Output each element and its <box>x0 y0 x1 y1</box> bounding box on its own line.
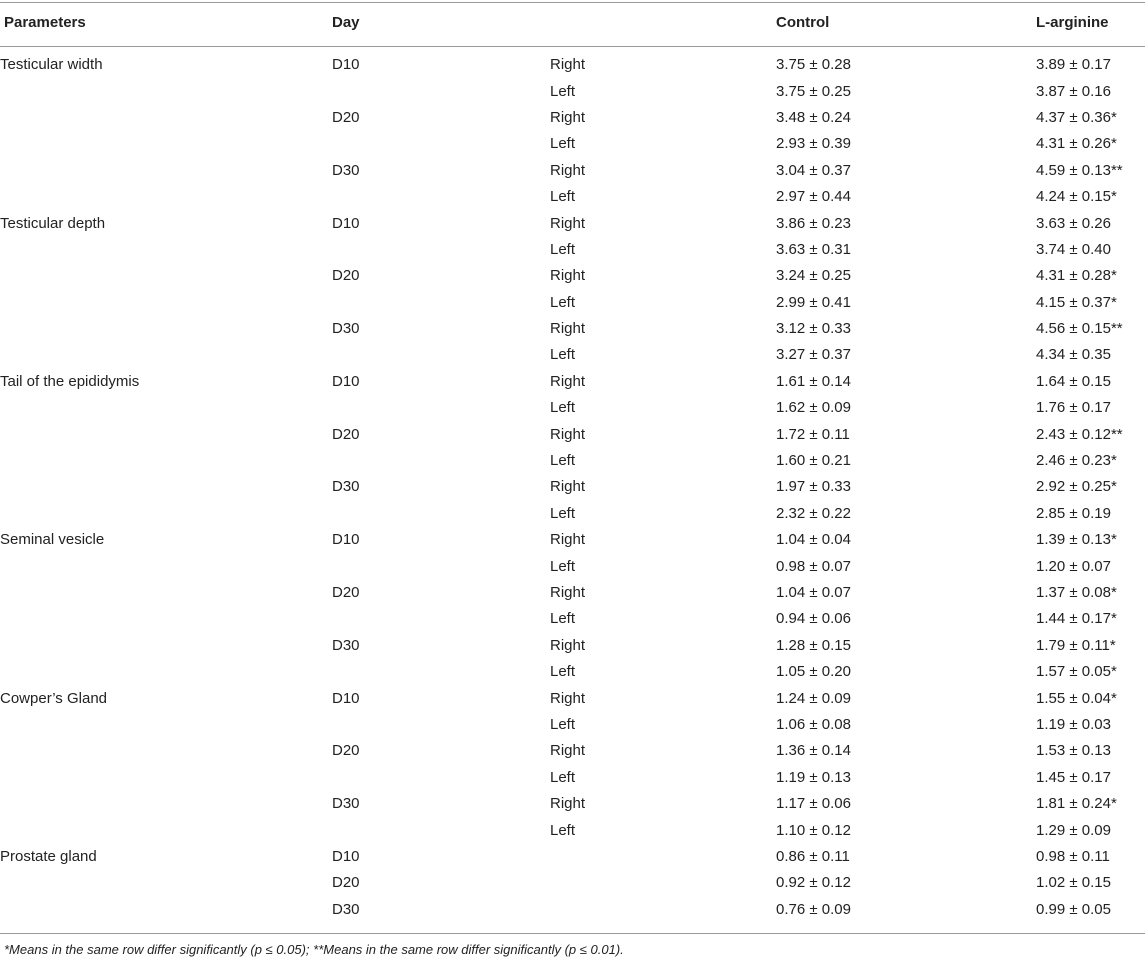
cell-l-arginine: 2.43 ± 0.12** <box>1036 425 1123 443</box>
table-row <box>0 580 1145 606</box>
cell-side: Left <box>550 452 576 470</box>
data-table <box>0 52 1145 923</box>
cell-control: 3.63 ± 0.31 <box>776 240 851 258</box>
cell-l-arginine: 1.39 ± 0.13* <box>1036 531 1117 549</box>
cell-control: 1.62 ± 0.09 <box>776 399 851 417</box>
table-row <box>0 501 1145 527</box>
cell-parameter <box>0 606 332 632</box>
table-row <box>0 685 1145 711</box>
table-row <box>0 105 1145 131</box>
cell-parameter <box>0 237 332 263</box>
cell-control: 1.04 ± 0.07 <box>776 584 851 601</box>
cell-side: Left <box>550 240 576 258</box>
cell-side: Right <box>550 425 586 443</box>
cell-side: Right <box>550 161 586 179</box>
cell-control: 0.86 ± 0.11 <box>776 847 850 865</box>
table-row <box>0 633 1145 659</box>
cell-l-arginine: 1.44 ± 0.17* <box>1036 610 1117 628</box>
cell-l-arginine: 1.53 ± 0.13 <box>1036 742 1111 760</box>
cell-day: D10 <box>332 56 360 74</box>
cell-l-arginine: 1.81 ± 0.24* <box>1036 795 1117 813</box>
table-row <box>0 527 1145 553</box>
cell-l-arginine: 1.29 ± 0.09 <box>1036 821 1111 839</box>
cell-day <box>332 342 550 368</box>
cell-parameter <box>0 105 332 131</box>
cell-day <box>332 131 550 157</box>
cell-side: Right <box>550 584 586 601</box>
cell-l-arginine: 1.64 ± 0.15 <box>1036 372 1111 390</box>
cell-l-arginine: 4.37 ± 0.36* <box>1036 108 1117 126</box>
cell-side: Left <box>550 82 576 100</box>
table-row <box>0 712 1145 738</box>
table-row <box>0 342 1145 368</box>
cell-l-arginine: 1.20 ± 0.07 <box>1036 557 1111 575</box>
cell-l-arginine: 1.76 ± 0.17 <box>1036 399 1111 417</box>
cell-control: 1.61 ± 0.14 <box>776 372 851 390</box>
table-row <box>0 817 1145 843</box>
cell-l-arginine: 3.87 ± 0.16 <box>1036 82 1111 100</box>
cell-side: Right <box>550 267 586 285</box>
cell-day <box>332 501 550 527</box>
cell-day <box>332 817 550 843</box>
cell-parameter <box>0 580 332 606</box>
cell-parameter <box>0 263 332 289</box>
cell-day <box>332 659 550 685</box>
cell-control: 1.97 ± 0.33 <box>776 478 851 496</box>
cell-side: Left <box>550 504 576 522</box>
cell-side: Right <box>550 742 586 760</box>
table-row <box>0 210 1145 236</box>
cell-side: Right <box>550 214 586 232</box>
cell-l-arginine: 1.19 ± 0.03 <box>1036 715 1111 733</box>
cell-day: D30 <box>332 636 360 654</box>
cell-l-arginine: 0.98 ± 0.11 <box>1036 847 1110 865</box>
cell-parameter <box>0 817 332 843</box>
table-row <box>0 184 1145 210</box>
cell-control: 3.75 ± 0.25 <box>776 82 851 100</box>
cell-l-arginine: 4.56 ± 0.15** <box>1036 320 1123 338</box>
cell-l-arginine: 1.55 ± 0.04* <box>1036 689 1117 707</box>
cell-side: Left <box>550 399 576 417</box>
header-day: Day <box>332 14 360 31</box>
cell-side: Left <box>550 346 576 364</box>
cell-side <box>550 897 776 923</box>
header-l-arginine: L-arginine <box>1036 14 1109 31</box>
cell-l-arginine: 1.45 ± 0.17 <box>1036 768 1111 786</box>
cell-control: 1.60 ± 0.21 <box>776 452 851 470</box>
cell-parameter <box>0 395 332 421</box>
cell-day <box>332 395 550 421</box>
cell-day: D10 <box>332 531 360 549</box>
cell-day: D30 <box>332 161 360 179</box>
cell-control: 1.36 ± 0.14 <box>776 742 851 760</box>
cell-l-arginine: 4.31 ± 0.28* <box>1036 267 1117 285</box>
table-row <box>0 844 1145 870</box>
cell-control: 0.94 ± 0.06 <box>776 610 851 628</box>
cell-control: 1.19 ± 0.13 <box>776 768 851 786</box>
cell-day: D10 <box>332 372 360 390</box>
cell-day <box>332 184 550 210</box>
cell-side: Left <box>550 135 576 153</box>
cell-parameter <box>0 131 332 157</box>
cell-l-arginine: 3.74 ± 0.40 <box>1036 240 1111 258</box>
cell-control: 3.12 ± 0.33 <box>776 320 851 338</box>
cell-l-arginine: 0.99 ± 0.05 <box>1036 900 1111 918</box>
table-row <box>0 316 1145 342</box>
cell-side: Left <box>550 768 576 786</box>
cell-l-arginine: 2.46 ± 0.23* <box>1036 452 1117 470</box>
cell-day: D10 <box>332 214 360 232</box>
cell-parameter <box>0 158 332 184</box>
cell-l-arginine: 4.31 ± 0.26* <box>1036 135 1117 153</box>
cell-parameter <box>0 633 332 659</box>
cell-l-arginine: 4.34 ± 0.35 <box>1036 346 1111 364</box>
cell-l-arginine: 4.59 ± 0.13** <box>1036 161 1123 179</box>
cell-side: Left <box>550 610 576 628</box>
cell-control: 1.10 ± 0.12 <box>776 821 851 839</box>
cell-l-arginine: 1.57 ± 0.05* <box>1036 663 1117 681</box>
table-row <box>0 290 1145 316</box>
table-row <box>0 791 1145 817</box>
cell-day <box>332 765 550 791</box>
cell-parameter: Tail of the epididymis <box>0 372 140 390</box>
cell-day: D10 <box>332 689 360 707</box>
cell-control: 2.97 ± 0.44 <box>776 188 851 206</box>
cell-side: Left <box>550 557 576 575</box>
cell-parameter <box>0 738 332 764</box>
table-bottom-rule <box>0 933 1145 934</box>
cell-day: D20 <box>332 742 360 760</box>
cell-control: 0.92 ± 0.12 <box>776 874 851 892</box>
cell-control: 1.72 ± 0.11 <box>776 425 850 443</box>
table-row <box>0 369 1145 395</box>
table-row <box>0 131 1145 157</box>
table-top-rule <box>0 2 1145 3</box>
cell-parameter <box>0 316 332 342</box>
cell-control: 2.99 ± 0.41 <box>776 293 851 311</box>
cell-l-arginine: 4.15 ± 0.37* <box>1036 293 1117 311</box>
cell-side: Left <box>550 188 576 206</box>
cell-side: Right <box>550 531 586 549</box>
table-row <box>0 448 1145 474</box>
cell-control: 1.05 ± 0.20 <box>776 663 851 681</box>
cell-day: D30 <box>332 478 360 496</box>
table-row <box>0 78 1145 104</box>
table-row <box>0 738 1145 764</box>
cell-parameter <box>0 474 332 500</box>
footnote: *Means in the same row differ significantly (p ≤ 0.05); **Means in the same row differ significantly (p ≤ 0.01). <box>4 942 624 957</box>
cell-side: Right <box>550 795 586 813</box>
cell-day: D20 <box>332 267 360 285</box>
cell-side: Left <box>550 715 576 733</box>
cell-l-arginine: 2.92 ± 0.25* <box>1036 478 1117 496</box>
cell-parameter <box>0 184 332 210</box>
cell-l-arginine: 1.37 ± 0.08* <box>1036 584 1117 601</box>
cell-control: 3.75 ± 0.28 <box>776 56 851 74</box>
cell-day <box>332 290 550 316</box>
cell-parameter: Testicular depth <box>0 214 106 232</box>
cell-l-arginine: 4.24 ± 0.15* <box>1036 188 1117 206</box>
cell-parameter <box>0 870 332 896</box>
cell-control: 1.04 ± 0.04 <box>776 531 851 549</box>
cell-parameter: Seminal vesicle <box>0 531 105 549</box>
cell-day <box>332 606 550 632</box>
cell-side: Right <box>550 108 586 126</box>
cell-day: D20 <box>332 874 360 892</box>
cell-parameter <box>0 501 332 527</box>
header-parameters: Parameters <box>4 14 86 31</box>
cell-day <box>332 448 550 474</box>
cell-side: Left <box>550 663 576 681</box>
cell-day <box>332 78 550 104</box>
cell-parameter <box>0 553 332 579</box>
cell-control: 3.48 ± 0.24 <box>776 108 851 126</box>
cell-day: D10 <box>332 847 360 865</box>
cell-control: 2.93 ± 0.39 <box>776 135 851 153</box>
cell-l-arginine: 3.63 ± 0.26 <box>1036 214 1111 232</box>
cell-parameter <box>0 712 332 738</box>
header-bottom-rule <box>0 46 1145 47</box>
table-row <box>0 395 1145 421</box>
cell-day <box>332 553 550 579</box>
cell-day: D20 <box>332 108 360 126</box>
cell-side: Right <box>550 478 586 496</box>
cell-control: 0.98 ± 0.07 <box>776 557 851 575</box>
cell-control: 0.76 ± 0.09 <box>776 900 851 918</box>
cell-side: Left <box>550 821 576 839</box>
cell-control: 3.27 ± 0.37 <box>776 346 851 364</box>
cell-parameter <box>0 897 332 923</box>
cell-parameter <box>0 448 332 474</box>
header-control: Control <box>776 14 830 31</box>
cell-l-arginine: 1.79 ± 0.11* <box>1036 636 1116 654</box>
table-row <box>0 870 1145 896</box>
cell-day <box>332 237 550 263</box>
cell-parameter <box>0 421 332 447</box>
cell-side: Right <box>550 636 586 654</box>
cell-day: D20 <box>332 425 360 443</box>
cell-control: 1.24 ± 0.09 <box>776 689 851 707</box>
cell-side <box>550 870 776 896</box>
cell-side: Right <box>550 56 586 74</box>
cell-parameter <box>0 791 332 817</box>
table-row <box>0 659 1145 685</box>
cell-parameter <box>0 78 332 104</box>
cell-day <box>332 712 550 738</box>
cell-parameter <box>0 765 332 791</box>
table-row <box>0 553 1145 579</box>
cell-parameter <box>0 342 332 368</box>
cell-side: Right <box>550 689 586 707</box>
table-row <box>0 606 1145 632</box>
cell-control: 2.32 ± 0.22 <box>776 504 851 522</box>
table-row <box>0 52 1145 78</box>
cell-parameter: Cowper’s Gland <box>0 689 107 707</box>
cell-control: 3.04 ± 0.37 <box>776 161 851 179</box>
cell-control: 1.06 ± 0.08 <box>776 715 851 733</box>
table-row <box>0 421 1145 447</box>
cell-side: Right <box>550 372 586 390</box>
table-row <box>0 765 1145 791</box>
cell-control: 3.24 ± 0.25 <box>776 267 851 285</box>
cell-control: 3.86 ± 0.23 <box>776 214 851 232</box>
table-row <box>0 474 1145 500</box>
cell-parameter <box>0 290 332 316</box>
cell-side <box>550 844 776 870</box>
cell-day: D30 <box>332 795 360 813</box>
cell-control: 1.17 ± 0.06 <box>776 795 851 813</box>
cell-day: D30 <box>332 320 360 338</box>
cell-parameter: Prostate gland <box>0 847 97 865</box>
cell-day: D20 <box>332 584 360 601</box>
table-row <box>0 897 1145 923</box>
cell-control: 1.28 ± 0.15 <box>776 636 851 654</box>
cell-side: Right <box>550 320 586 338</box>
cell-l-arginine: 1.02 ± 0.15 <box>1036 874 1111 892</box>
table-body <box>0 52 1145 923</box>
cell-l-arginine: 3.89 ± 0.17 <box>1036 56 1111 74</box>
cell-l-arginine: 2.85 ± 0.19 <box>1036 504 1111 522</box>
table-row <box>0 263 1145 289</box>
cell-day: D30 <box>332 900 360 918</box>
cell-side: Left <box>550 293 576 311</box>
table-row <box>0 237 1145 263</box>
table-row <box>0 158 1145 184</box>
cell-parameter: Testicular width <box>0 56 103 74</box>
cell-parameter <box>0 659 332 685</box>
